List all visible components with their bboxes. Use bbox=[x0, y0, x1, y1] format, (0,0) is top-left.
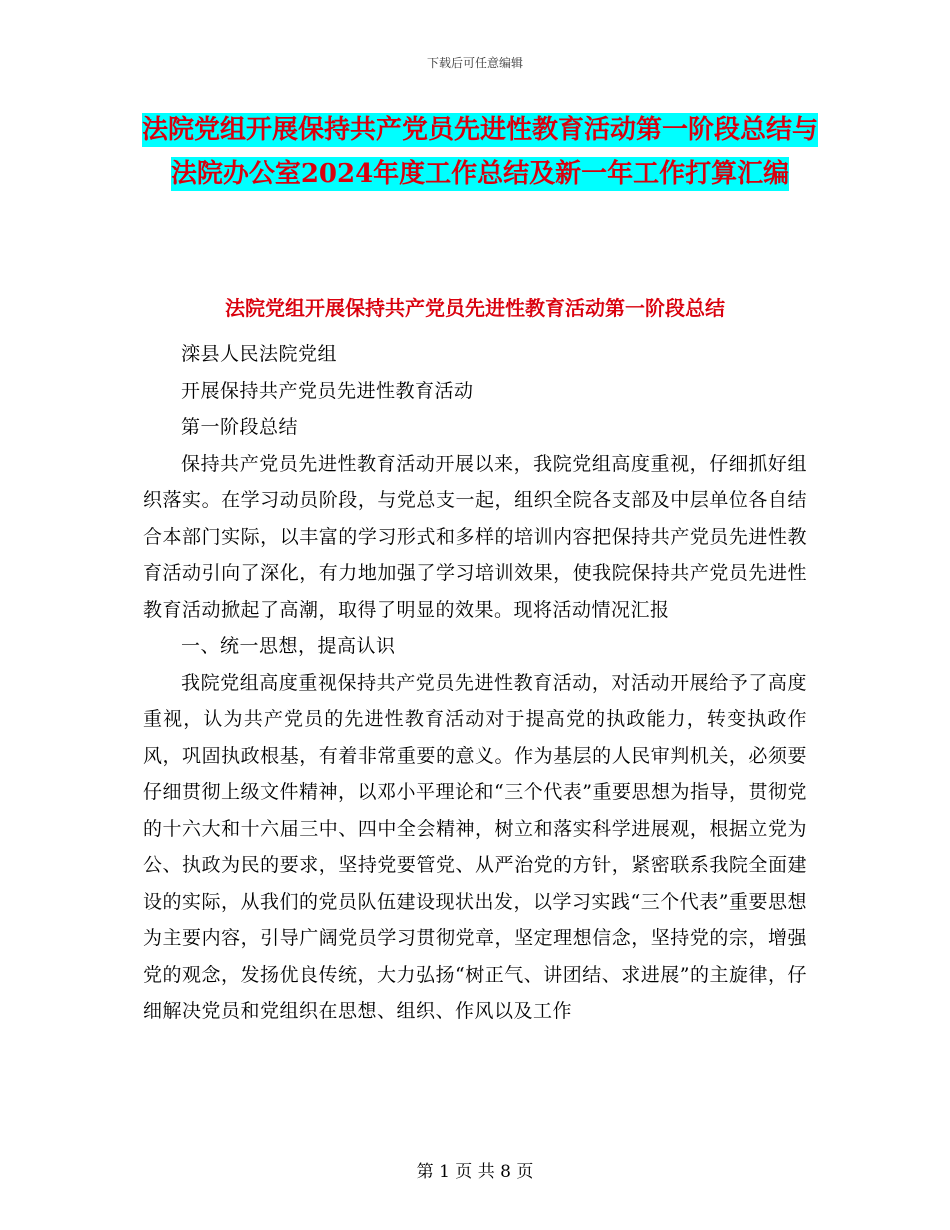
paragraph: 我院党组高度重视保持共产党员先进性教育活动，对活动开展给予了高度重视，认为共产党员的先进性教育活动对于提高党的执政能力，转变执政作风，巩固执政根基，有着非常重要的意义。作为基层的人民审判机关，必须要仔细贯彻上级文件精神，以邓小平理论和“三个代表”重要思想为指导，贯彻党的十六大和十六届三中、四中全会精神，树立和落实科学进展观，根据立党为公、执政为民的要求，坚持党要管党、从严治党的方针，紧密联系我院全面建设的实际，从我们的党员队伍建设现状出发，以学习实践“三个代表”重要思想为主要内容，引导广阔党员学习贯彻党章，坚定理想信念，坚持党的宗，增强党的观念，发扬优良传统，大力弘扬“树正气、讲团结、求进展”的主旋律，仔细解决党员和党组织在思想、组织、作风以及工作 bbox=[143, 671, 807, 1022]
paragraph: 滦县人民法院党组 bbox=[181, 343, 338, 365]
section-title: 法院党组开展保持共产党员先进性教育活动第一阶段总结 bbox=[225, 296, 725, 320]
main-title bbox=[140, 108, 820, 196]
page-footer: 第 1 页 共 8 页 bbox=[416, 1162, 534, 1182]
paragraph: 保持共产党员先进性教育活动开展以来，我院党组高度重视，仔细抓好组织落实。在学习动员阶段，与党总支一起，组织全院各支部及中层单位各自结合本部门实际，以丰富的学习形式和多样的培训内容把保持共产党员先进性教育活动引向了深化，有力地加强了学习培训效果，使我院保持共产党员先进性教育活动掀起了高潮，取得了明显的效果。现将活动情况汇报 bbox=[143, 452, 807, 621]
header-note: 下载后可任意编辑 bbox=[426, 56, 523, 70]
paragraph: 开展保持共产党员先进性教育活动 bbox=[181, 379, 474, 402]
paragraph: 一、统一思想，提高认识 bbox=[181, 635, 396, 657]
paragraph: 第一阶段总结 bbox=[181, 416, 299, 438]
body-text bbox=[143, 336, 807, 1030]
main-title-text: 法院党组开展保持共产党员先进性教育活动第一阶段总结与法院办公室2024年度工作总结及新一年工作打算汇编 bbox=[141, 115, 818, 189]
